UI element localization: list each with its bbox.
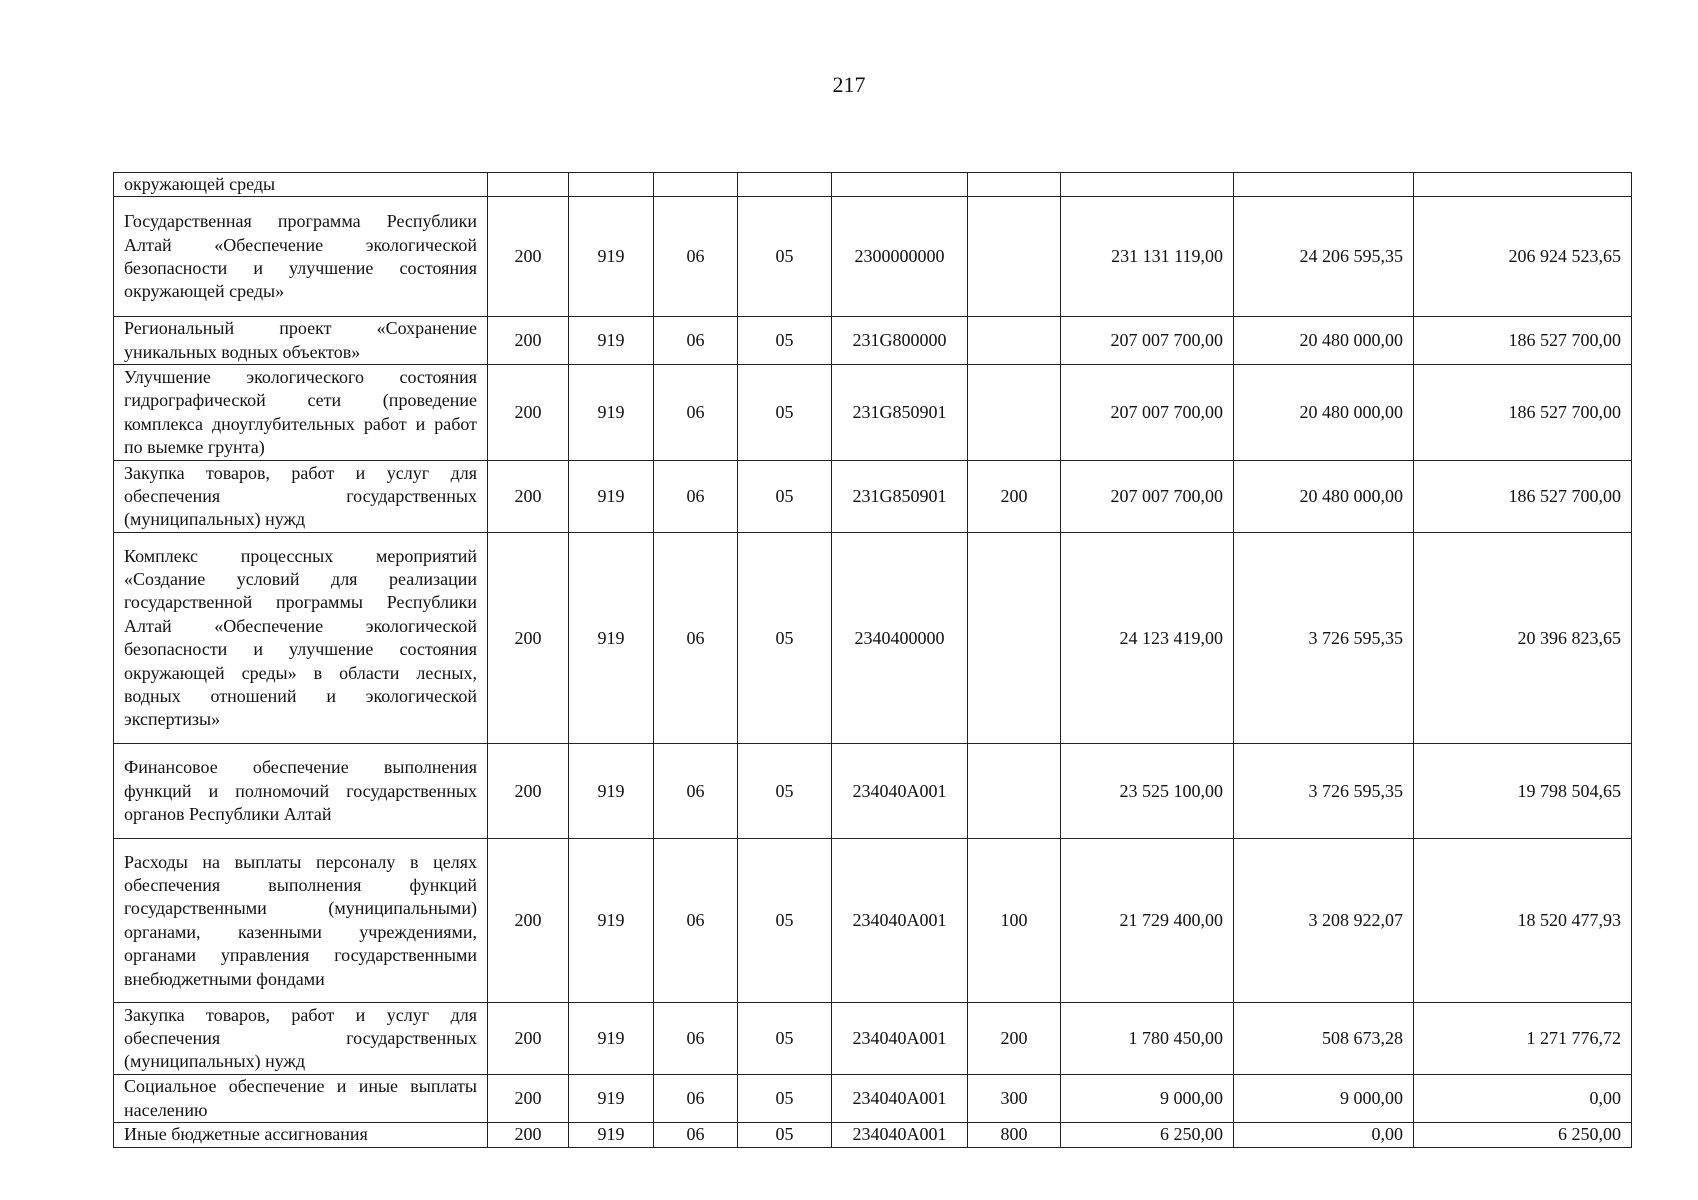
amount-1-cell: 24 123 419,00: [1061, 533, 1234, 744]
col-3-cell: 06: [654, 1003, 738, 1075]
expense-type-cell: [968, 533, 1061, 744]
col-1-cell: 200: [488, 197, 569, 317]
amount-2-cell: 3 208 922,07: [1234, 839, 1414, 1003]
col-1-cell: 200: [488, 461, 569, 533]
row-name-cell: окружающей среды: [114, 173, 488, 197]
amount-3-cell: 20 396 823,65: [1414, 533, 1632, 744]
table-row: [114, 744, 1632, 839]
col-2-cell: 919: [569, 1123, 654, 1148]
target-code-cell: 234040A001: [832, 1123, 968, 1148]
amount-2-cell: 24 206 595,35: [1234, 197, 1414, 317]
col-2-cell: 919: [569, 744, 654, 839]
table-row: [114, 533, 1632, 744]
col-4-cell: 05: [738, 1123, 832, 1148]
expense-type-cell: 200: [968, 461, 1061, 533]
col-2-cell: 919: [569, 197, 654, 317]
target-code-cell: 231G800000: [832, 317, 968, 365]
table-row: [114, 1075, 1632, 1123]
col-4-cell: 05: [738, 533, 832, 744]
amount-3-cell: 206 924 523,65: [1414, 197, 1632, 317]
target-code-cell: 231G850901: [832, 461, 968, 533]
col-4-cell: 05: [738, 744, 832, 839]
col-1-cell: 200: [488, 744, 569, 839]
col-2-cell: 919: [569, 317, 654, 365]
amount-2-cell: 20 480 000,00: [1234, 365, 1414, 461]
amount-3-cell: [1414, 173, 1632, 197]
amount-3-cell: 6 250,00: [1414, 1123, 1632, 1148]
table-body: [114, 173, 1632, 1148]
col-1-cell: 200: [488, 533, 569, 744]
row-name-cell: Закупка товаров, работ и услуг для обеспечения государственных (муниципальных) нужд: [114, 461, 488, 533]
table-row: [114, 1123, 1632, 1148]
col-3-cell: 06: [654, 461, 738, 533]
amount-3-cell: 19 798 504,65: [1414, 744, 1632, 839]
amount-2-cell: 3 726 595,35: [1234, 744, 1414, 839]
page-number: 217: [832, 72, 866, 97]
amount-1-cell: 21 729 400,00: [1061, 839, 1234, 1003]
amount-3-cell: 186 527 700,00: [1414, 461, 1632, 533]
col-3-cell: 06: [654, 365, 738, 461]
amount-2-cell: 9 000,00: [1234, 1075, 1414, 1123]
table-row: [114, 197, 1632, 317]
table-row: [114, 461, 1632, 533]
col-1-cell: 200: [488, 1003, 569, 1075]
target-code-cell: 234040A001: [832, 744, 968, 839]
amount-2-cell: 20 480 000,00: [1234, 461, 1414, 533]
amount-1-cell: 231 131 119,00: [1061, 197, 1234, 317]
col-3-cell: 06: [654, 1075, 738, 1123]
col-2-cell: 919: [569, 839, 654, 1003]
col-1-cell: 200: [488, 1123, 569, 1148]
target-code-cell: 234040A001: [832, 839, 968, 1003]
expense-type-cell: [968, 317, 1061, 365]
amount-2-cell: 508 673,28: [1234, 1003, 1414, 1075]
col-4-cell: 05: [738, 197, 832, 317]
expense-type-cell: [968, 365, 1061, 461]
target-code-cell: 2340400000: [832, 533, 968, 744]
expense-type-cell: 300: [968, 1075, 1061, 1123]
target-code-cell: 234040A001: [832, 1075, 968, 1123]
col-1-cell: [488, 173, 569, 197]
amount-1-cell: 1 780 450,00: [1061, 1003, 1234, 1075]
col-1-cell: 200: [488, 365, 569, 461]
col-4-cell: 05: [738, 1075, 832, 1123]
col-2-cell: 919: [569, 1075, 654, 1123]
expense-type-cell: 200: [968, 1003, 1061, 1075]
col-2-cell: 919: [569, 533, 654, 744]
expense-type-cell: [968, 744, 1061, 839]
target-code-cell: 2300000000: [832, 197, 968, 317]
amount-3-cell: 186 527 700,00: [1414, 365, 1632, 461]
col-3-cell: 06: [654, 533, 738, 744]
col-4-cell: 05: [738, 1003, 832, 1075]
amount-3-cell: 186 527 700,00: [1414, 317, 1632, 365]
col-1-cell: 200: [488, 1075, 569, 1123]
amount-2-cell: 0,00: [1234, 1123, 1414, 1148]
table-row: [114, 839, 1632, 1003]
amount-1-cell: 23 525 100,00: [1061, 744, 1234, 839]
col-3-cell: 06: [654, 197, 738, 317]
col-1-cell: 200: [488, 839, 569, 1003]
expense-type-cell: 100: [968, 839, 1061, 1003]
target-code-cell: 234040A001: [832, 1003, 968, 1075]
amount-1-cell: 207 007 700,00: [1061, 365, 1234, 461]
amount-2-cell: 20 480 000,00: [1234, 317, 1414, 365]
row-name-cell: Закупка товаров, работ и услуг для обеспечения государственных (муниципальных) нужд: [114, 1003, 488, 1075]
row-name-cell: Расходы на выплаты персоналу в целях обеспечения выполнения функций государственными (муниципальными) органами, казенными учреждениями, органами управления государственными внебюджетными фондами: [114, 839, 488, 1003]
col-2-cell: 919: [569, 365, 654, 461]
target-code-cell: 231G850901: [832, 365, 968, 461]
amount-2-cell: 3 726 595,35: [1234, 533, 1414, 744]
col-2-cell: [569, 173, 654, 197]
col-2-cell: 919: [569, 1003, 654, 1075]
col-3-cell: 06: [654, 317, 738, 365]
col-4-cell: 05: [738, 317, 832, 365]
expense-type-cell: 800: [968, 1123, 1061, 1148]
amount-1-cell: 207 007 700,00: [1061, 461, 1234, 533]
col-3-cell: 06: [654, 744, 738, 839]
row-name-cell: Региональный проект «Сохранение уникальных водных объектов»: [114, 317, 488, 365]
amount-3-cell: 18 520 477,93: [1414, 839, 1632, 1003]
row-name-cell: Финансовое обеспечение выполнения функций и полномочий государственных органов Республики Алтай: [114, 744, 488, 839]
budget-table: [113, 172, 1632, 1148]
row-name-cell: Комплекс процессных мероприятий «Создание условий для реализации государственной программы Республики Алтай «Обеспечение экологической безопасности и улучшение состояния окружающей среды» в области лесных, водных отношений и экологической экспертизы»: [114, 533, 488, 744]
col-3-cell: [654, 173, 738, 197]
col-4-cell: 05: [738, 839, 832, 1003]
amount-3-cell: 0,00: [1414, 1075, 1632, 1123]
col-1-cell: 200: [488, 317, 569, 365]
table-row: [114, 365, 1632, 461]
amount-3-cell: 1 271 776,72: [1414, 1003, 1632, 1075]
col-2-cell: 919: [569, 461, 654, 533]
amount-1-cell: 9 000,00: [1061, 1075, 1234, 1123]
table-row: [114, 1003, 1632, 1075]
row-name-cell: Государственная программа Республики Алтай «Обеспечение экологической безопасности и улучшение состояния окружающей среды»: [114, 197, 488, 317]
amount-1-cell: [1061, 173, 1234, 197]
col-3-cell: 06: [654, 839, 738, 1003]
row-name-cell: Социальное обеспечение и иные выплаты населению: [114, 1075, 488, 1123]
amount-1-cell: 207 007 700,00: [1061, 317, 1234, 365]
col-3-cell: 06: [654, 1123, 738, 1148]
table-row: [114, 317, 1632, 365]
col-4-cell: 05: [738, 461, 832, 533]
amount-2-cell: [1234, 173, 1414, 197]
col-4-cell: [738, 173, 832, 197]
expense-type-cell: [968, 173, 1061, 197]
row-name-cell: Иные бюджетные ассигнования: [114, 1123, 488, 1148]
expense-type-cell: [968, 197, 1061, 317]
row-name-cell: Улучшение экологического состояния гидрографической сети (проведение комплекса дноуглубительных работ и работ по выемке грунта): [114, 365, 488, 461]
col-4-cell: 05: [738, 365, 832, 461]
target-code-cell: [832, 173, 968, 197]
amount-1-cell: 6 250,00: [1061, 1123, 1234, 1148]
table-row: [114, 173, 1632, 197]
